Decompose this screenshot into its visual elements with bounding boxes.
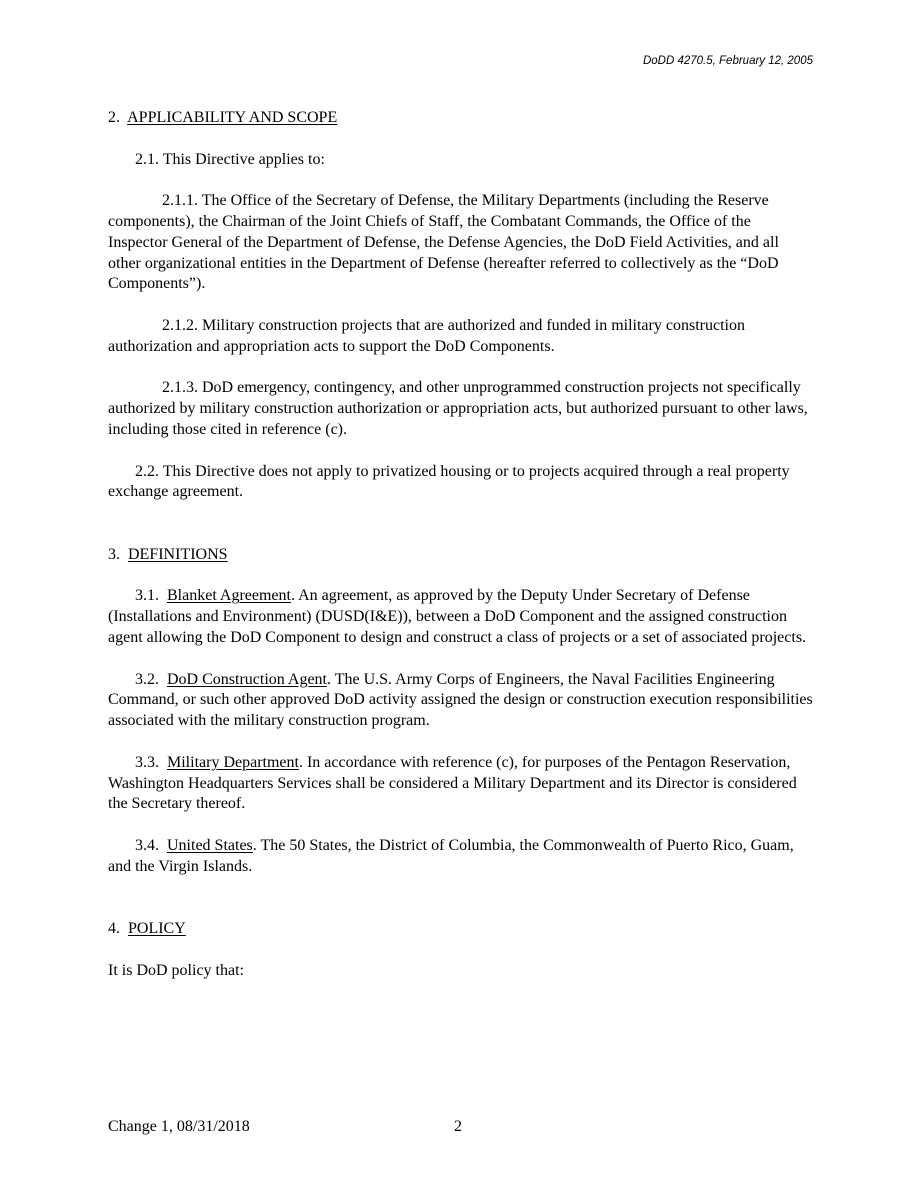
page-footer [108, 1118, 814, 1136]
section-title: APPLICABILITY AND SCOPE [127, 109, 338, 126]
definition-3-3 [108, 753, 814, 815]
definition-3-4 [108, 836, 814, 878]
policy-intro: It is DoD policy that: [108, 961, 244, 979]
paragraph-2-1: 2.1. This Directive applies to: [135, 150, 325, 168]
definition-term: Military Department [167, 753, 299, 771]
definition-number: 3.3. [135, 753, 159, 771]
paragraph-2-1-1: 2.1.1. The Office of the Secretary of Defense, the Military Departments (including the Reserve components), the Chairman of the Joint Chiefs of Staff, the Combatant Commands, the Office of the Inspector General of the Department of Defense, the Defense Agencies, the DoD Field Activities, and all other organizational entities in the Department of Defense (hereafter referred to collectively as the “DoD Components”). [108, 192, 779, 293]
document-body [108, 108, 814, 1002]
definition-term: United States [167, 836, 253, 854]
definition-term: DoD Construction Agent [167, 670, 327, 688]
section-number: 2. [108, 109, 120, 126]
definition-text: . The 50 States, the District of Columbia, the Commonwealth of Puerto Rico, Guam, and the Virgin Islands. [108, 836, 794, 875]
paragraph-2-1-2: 2.1.2. Military construction projects that are authorized and funded in military construction authorization and appropriation acts to support the DoD Components. [108, 316, 745, 355]
definition-number: 3.2. [135, 670, 159, 688]
definition-3-1 [108, 586, 814, 648]
definition-term: Blanket Agreement [167, 587, 291, 605]
section-title: POLICY [128, 920, 186, 938]
section-2-heading [108, 108, 814, 129]
definition-text: . An agreement, as approved by the Deputy Under Secretary of Defense (Installations and Environment) (DUSD(I&E)), between a DoD Component and the assigned construction agent allowing the DoD Component to design and construct a class of projects or a set of associated projects. [108, 587, 807, 646]
page-number: 2 [454, 1118, 462, 1135]
definition-text: . The U.S. Army Corps of Engineers, the Naval Facilities Engineering Command, or such other approved DoD activity assigned the design or construction execution responsibilities associated with the military construction program. [108, 670, 813, 730]
section-number: 4. [108, 920, 120, 938]
definition-3-2 [108, 670, 814, 732]
section-number: 3. [108, 545, 120, 563]
definition-number: 3.4. [135, 836, 159, 854]
section-3-heading [108, 545, 814, 566]
paragraph-2-1-3: 2.1.3. DoD emergency, contingency, and other unprogrammed construction projects not specifically authorized by military construction authorization or appropriation acts, but authorized pursuant to other laws, including those cited in reference (c). [108, 379, 808, 438]
section-title: DEFINITIONS [128, 545, 228, 563]
section-4-heading [108, 919, 814, 940]
paragraph-2-2: 2.2. This Directive does not apply to privatized housing or to projects acquired through a real property exchange agreement. [108, 462, 790, 501]
change-notice: Change 1, 08/31/2018 [108, 1118, 250, 1135]
running-header: DoDD 4270.5, February 12, 2005 [642, 55, 813, 67]
definition-number: 3.1. [135, 587, 159, 605]
definition-text: . In accordance with reference (c), for purposes of the Pentagon Reservation, Washington Headquarters Services shall be considered a Military Department and its Director is considered the Secretary thereof. [108, 753, 797, 813]
